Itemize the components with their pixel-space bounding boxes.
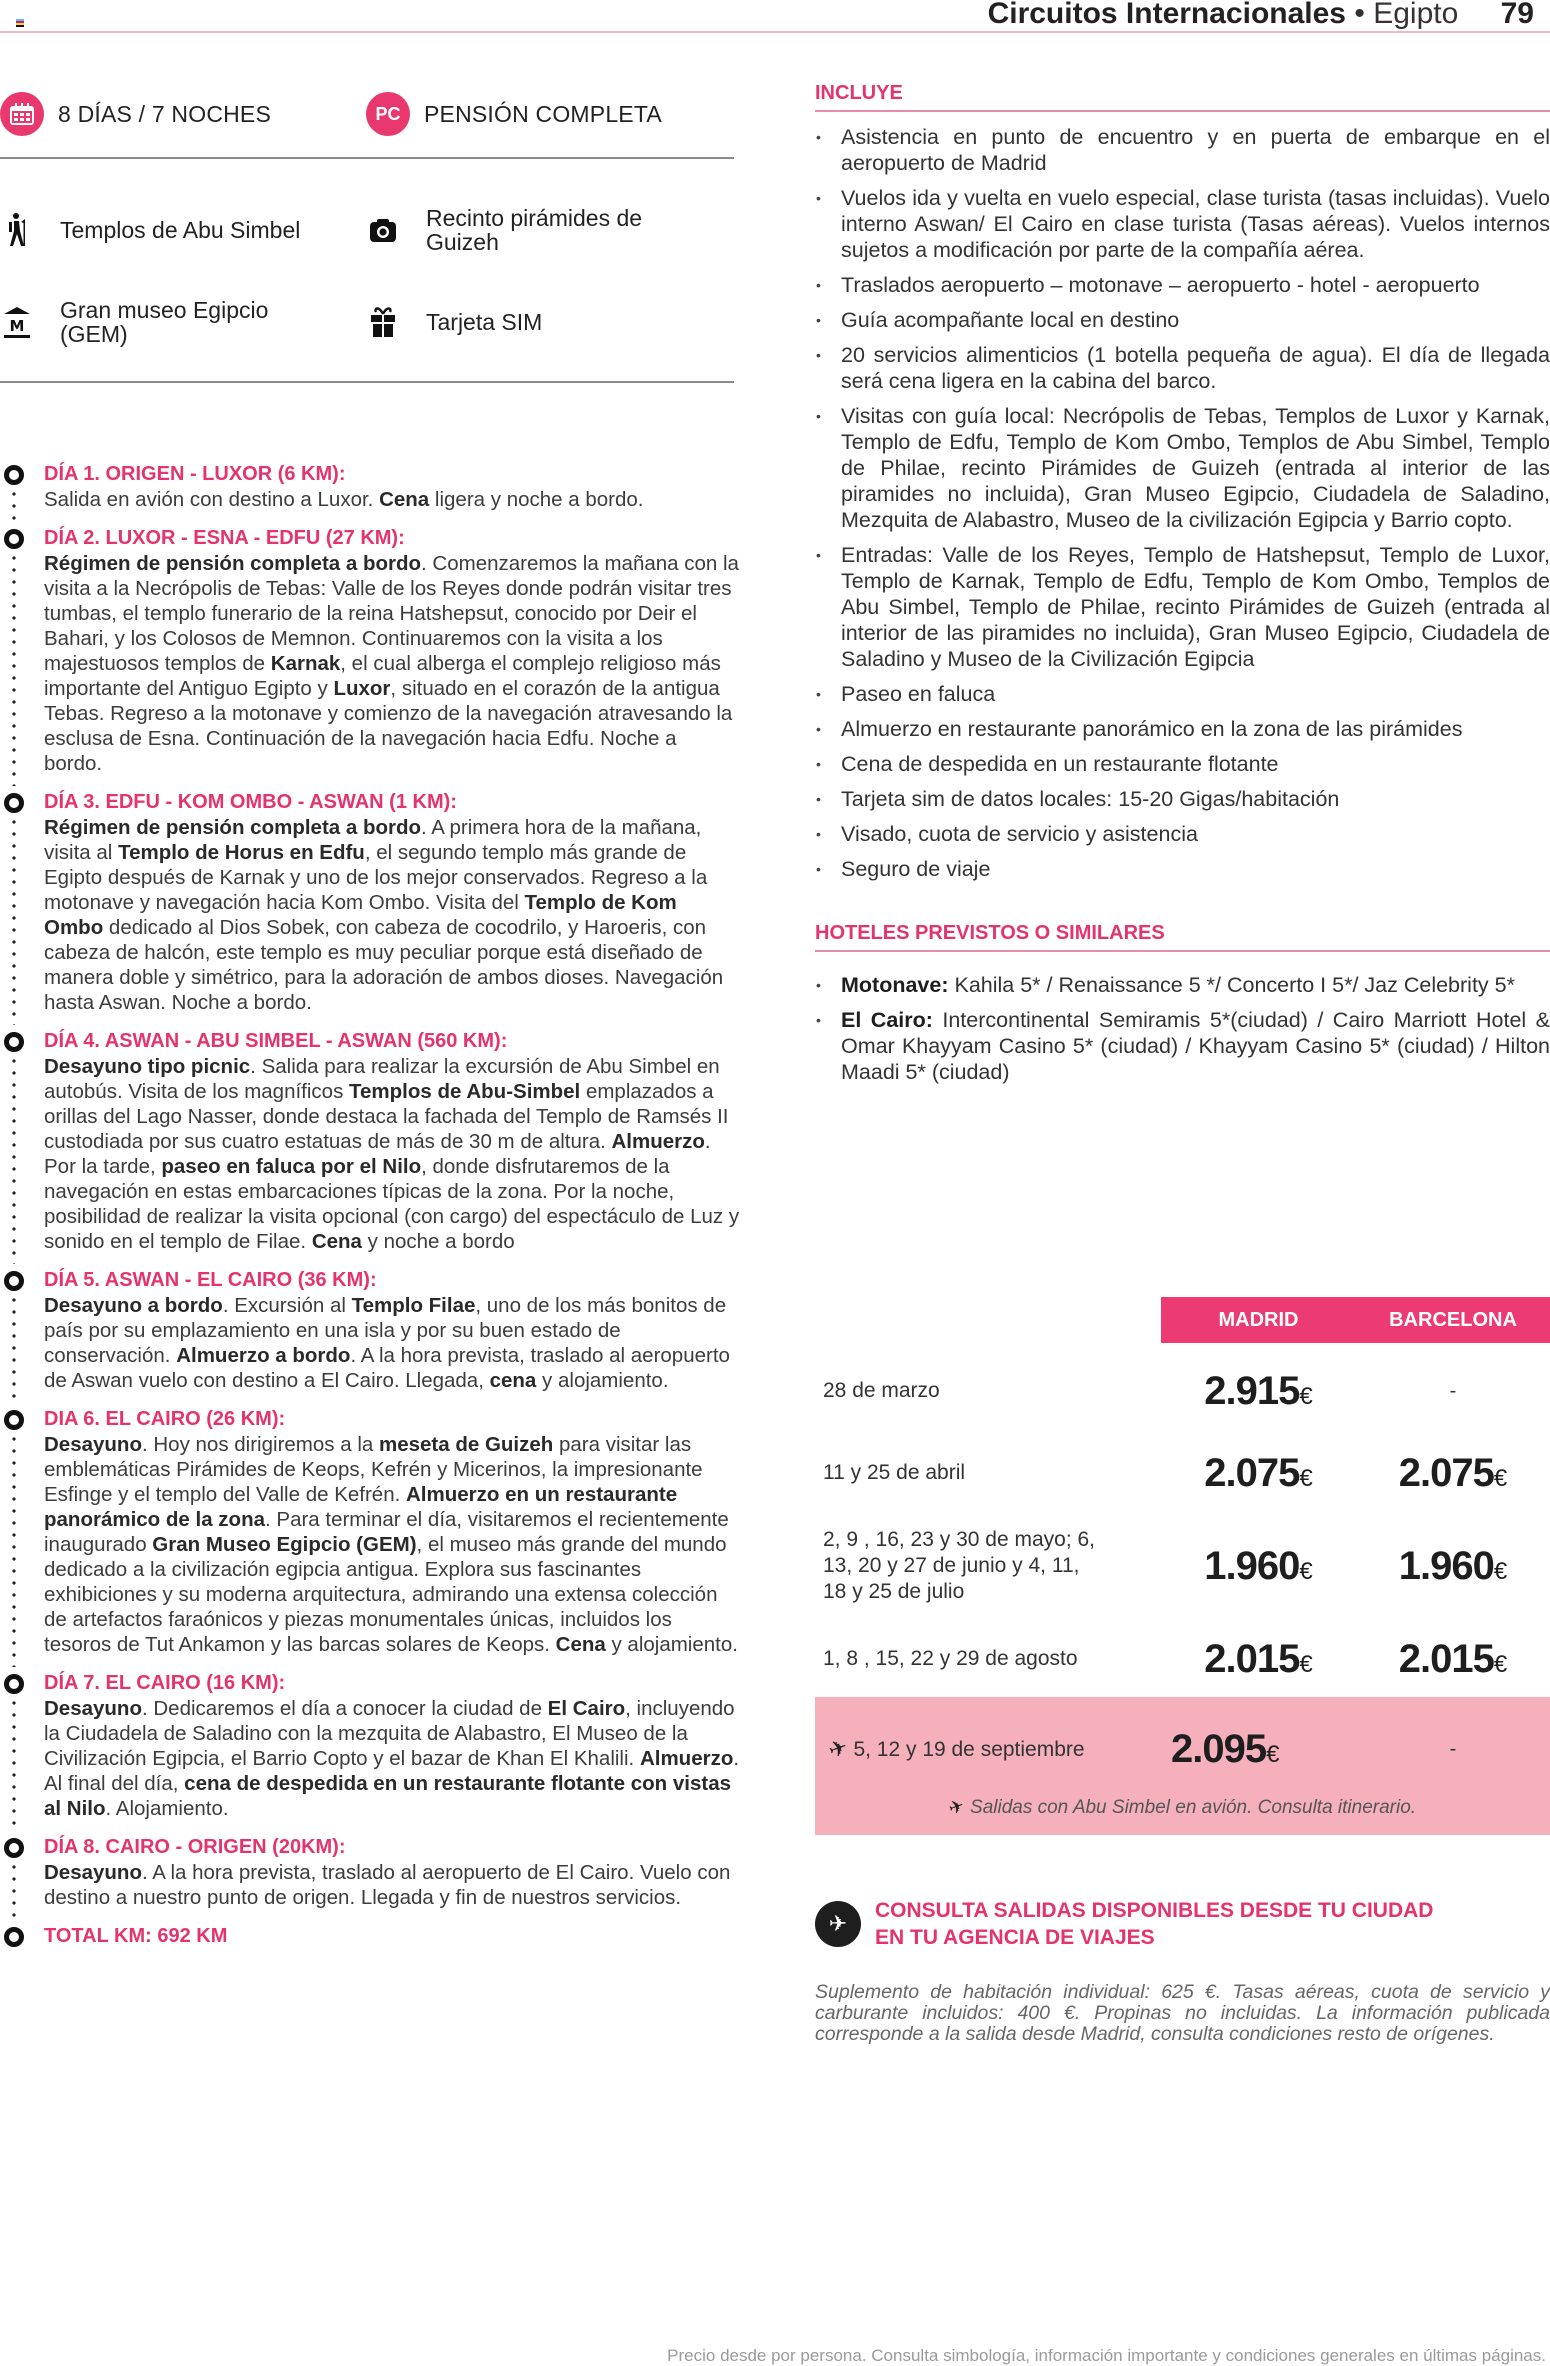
timeline-dots — [12, 552, 16, 786]
separator: • — [1354, 0, 1365, 30]
price-barcelona: 1.960€ — [1398, 1543, 1508, 1588]
price-barcelona: - — [1449, 1737, 1457, 1760]
header-title — [988, 0, 1534, 30]
day-title: DÍA 7. EL CAIRO (16 KM): — [44, 1672, 286, 1694]
timeline-dots — [12, 816, 16, 1025]
day-description: Régimen de pensión completa a bordo. A primera hora de la mañana, visita al Templo de Horus en Edfu, el segundo templo más grande de Egipto después de Karnak y uno de los mejor conservados. Regreso a la motonave y navegación hacia Kom Ombo. Visita del Templo de Kom Ombo dedicado al Dios Sobek, con cabeza de cocodrilo, y Haroeris, con cabeza de halcón, este templo es muy peculiar porque está diseñado de manera doble y simétrico, para la adoración de ambos dioses. Navegación hasta Aswan. Noche a bordo. — [44, 816, 724, 1014]
itinerary-total — [0, 1924, 740, 1949]
column-header-barcelona: BARCELONA — [1389, 1308, 1517, 1331]
feature-label: Templos de Abu Simbel — [60, 217, 301, 243]
departure-dates: 28 de marzo — [823, 1379, 940, 1402]
departure-dates: ✈ 5, 12 y 19 de septiembre — [825, 1733, 1085, 1763]
price-barcelona: - — [1449, 1379, 1457, 1402]
plane-icon: ✈ — [825, 1733, 851, 1763]
price-madrid: 1.960€ — [1204, 1543, 1313, 1588]
includes-item: • 20 servicios alimenticios (1 botella pequeña de agua). El día de llegada será cena ligera en la cabina del barco. — [815, 342, 1550, 394]
price-row — [815, 1443, 1550, 1503]
page-header — [0, 0, 1550, 33]
duration-label: 8 DÍAS / 7 NOCHES — [58, 101, 272, 127]
board-label: PENSIÓN COMPLETA — [424, 101, 662, 127]
consult-banner — [815, 1897, 1550, 1951]
timeline-dots — [12, 1697, 16, 1831]
day-description: Desayuno. Hoy nos dirigiremos a la meseta de Guizeh para visitar las emblemáticas Pirámides de Keops, Kefrén y Micerinos, la impresionante Esfinge y el templo del Valle de Kefrén. Almuerzo en un restaurante panorámico de la zona. Para terminar el día, visitaremos el recientemente inaugurado Gran Museo Egipcio (GEM), el museo más grande del mundo dedicado a la civilización egipcia antigua. Explora sus fascinantes exhibiciones y su moderna arquitectura, admirando una extensa colección de artefactos faraónicos y piezas monumentales únicas, incluidos los tesoros de Tut Ankamon y las barcas solares de Keops. Cena y alojamiento. — [44, 1433, 738, 1656]
timeline-dots — [12, 1861, 16, 1920]
timeline-dots — [12, 1294, 16, 1403]
feature-abu-simbel — [0, 215, 366, 245]
day-3 — [0, 790, 740, 1015]
includes-list — [815, 124, 1550, 882]
day-title: DÍA 3. EDFU - KOM OMBO - ASWAN (1 KM): — [44, 791, 457, 813]
price-row-highlighted — [815, 1721, 1550, 1777]
day-title: DIA 6. EL CAIRO (26 KM): — [44, 1408, 286, 1430]
hotel-item: • Motonave: Kahila 5* / Renaissance 5 */ Concerto I 5*/ Jaz Celebrity 5* — [815, 972, 1550, 998]
day-4 — [0, 1029, 740, 1254]
feature-guizeh — [366, 206, 732, 254]
includes-title: INCLUYE — [815, 80, 1550, 112]
includes-item: • Asistencia en punto de encuentro y en puerta de embarque en el aeropuerto de Madrid — [815, 124, 1550, 176]
supplement-note: Suplemento de habitación individual: 625 €. Tasas aéreas, cuota de servicio y carburante incluidos: 400 €. Propinas no incluidas. La información publicada corresponde a la salida desde Madrid, consulta condiciones resto de orígenes. — [815, 1981, 1550, 2045]
features-row-3 — [0, 292, 732, 352]
feature-label: Gran museo Egipcio (GEM) — [60, 297, 269, 347]
includes-item: • Visitas con guía local: Necrópolis de Tebas, Templos de Luxor y Karnak, Templo de Edfu, Templo de Kom Ombo, Templos de Abu Simbel, Templo de Philae, recinto Pirámides de Guizeh (entrada al interior de las piramides no incluida), Gran Museo Egipcio, Ciudadela de Saladino, Mezquita de Alabastro, Museo de la civilización Egipcia y Barrio copto. — [815, 403, 1550, 533]
feature-duration — [0, 92, 366, 136]
camera-icon — [370, 215, 396, 245]
timeline-marker-icon — [4, 529, 24, 549]
calendar-icon — [0, 92, 44, 136]
departure-dates: 11 y 25 de abril — [823, 1461, 966, 1484]
departure-dates: 1, 8 , 15, 22 y 29 de agosto — [823, 1647, 1078, 1670]
right-column — [815, 80, 1550, 1094]
itinerary — [0, 462, 740, 1949]
price-barcelona: 2.015€ — [1398, 1636, 1508, 1681]
museum-icon — [4, 307, 30, 337]
price-madrid: 2.075€ — [1204, 1450, 1313, 1495]
day-description: Desayuno. A la hora prevista, traslado al aeropuerto de El Cairo. Vuelo con destino a nuestro punto de origen. Llegada y fin de nuestros servicios. — [44, 1861, 731, 1909]
includes-item: • Cena de despedida en un restaurante flotante — [815, 751, 1550, 777]
timeline-marker-icon — [4, 465, 24, 485]
highlighted-departure-band — [815, 1697, 1550, 1835]
day-description: Desayuno. Dedicaremos el día a conocer la ciudad de El Cairo, incluyendo la Ciudadela de Saladino con la mezquita de Alabastro, El Museo de la Civilización Egipcia, el Barrio Copto y el bazar de Khan El Khalili. Almuerzo. Al final del día, cena de despedida en un restaurante flotante con vistas al Nilo. Alojamiento. — [44, 1697, 740, 1820]
includes-item: • Tarjeta sim de datos locales: 15-20 Gigas/habitación — [815, 786, 1550, 812]
feature-label: Recinto pirámides de Guizeh — [426, 205, 643, 255]
timeline-marker-icon — [4, 1271, 24, 1291]
feature-label: Tarjeta SIM — [426, 309, 543, 335]
timeline-dots — [12, 488, 16, 522]
day-5 — [0, 1268, 740, 1393]
footer-disclaimer: Precio desde por persona. Consulta simbología, información importante y condiciones generales en últimas páginas. — [667, 2346, 1546, 2365]
timeline-marker-icon — [4, 1674, 24, 1694]
trip-features — [0, 85, 734, 347]
total-km: TOTAL KM: 692 KM — [44, 1925, 228, 1947]
hotels-list — [815, 972, 1550, 1085]
price-madrid: 2.915€ — [1204, 1368, 1313, 1413]
day-description: Desayuno a bordo. Excursión al Templo Filae, uno de los más bonitos de país por su emplazamiento en una isla y por su buen estado de conservación. Almuerzo a bordo. A la hora prevista, traslado al aeropuerto de Aswan vuelo con destino a El Cairo. Llegada, cena y alojamiento. — [44, 1294, 730, 1392]
includes-item: • Visado, cuota de servicio y asistencia — [815, 821, 1550, 847]
feature-board — [366, 92, 732, 136]
timeline-dots — [12, 1055, 16, 1264]
feature-gem — [0, 298, 366, 346]
timeline-marker-icon — [4, 1032, 24, 1052]
price-madrid: 2.015€ — [1204, 1636, 1313, 1681]
day-7 — [0, 1671, 740, 1821]
svg-text:M: M — [9, 317, 25, 335]
gift-icon — [370, 307, 396, 337]
timeline-marker-icon — [4, 1838, 24, 1858]
timeline-marker-icon — [4, 1927, 24, 1947]
hiker-icon — [4, 215, 30, 245]
includes-item: • Traslados aeropuerto – motonave – aeropuerto - hotel - aeropuerto — [815, 272, 1550, 298]
price-row — [815, 1361, 1550, 1421]
day-description: Régimen de pensión completa a bordo. Comenzaremos la mañana con la visita a la Necrópolis de Tebas: Valle de los Reyes donde podrán visitar tres tumbas, el templo funerario de la reina Hatshepsut, conocido por Deir el Bahari, y los Colosos de Memnon. Continuaremos con la visita a los majestuosos templos de Karnak, el cual alberga el complejo religioso más importante del Antiguo Egipto y Luxor, situado en el corazón de la antigua Tebas. Regreso a la motonave y comienzo de la navegación atravesando la esclusa de Esna. Continuación de la navegación hacia Edfu. Noche a bordo. — [44, 552, 739, 775]
includes-item: • Seguro de viaje — [815, 856, 1550, 882]
departure-dates: 2, 9 , 16, 23 y 30 de mayo; 6, 13, 20 y 27 de junio y 4, 11, 18 y 25 de julio — [823, 1528, 1096, 1603]
day-6 — [0, 1407, 740, 1657]
includes-item: • Entradas: Valle de los Reyes, Templo de Hatshepsut, Templo de Luxor, Templo de Karnak, Templo de Edfu, Templo de Kom Ombo, Templos de Abu Simbel, Templo de Philae, recinto Pirámides de Guizeh (entrada al interior de las piramides no incluida), Gran Museo Egipcio, Ciudadela de Saladino y Museo de la Civilización Egipcia — [815, 542, 1550, 672]
price-row — [815, 1521, 1550, 1611]
day-title: DÍA 8. CAIRO - ORIGEN (20KM): — [44, 1836, 346, 1858]
day-title: DÍA 2. LUXOR - ESNA - EDFU (27 KM): — [44, 527, 405, 549]
price-barcelona: 2.075€ — [1398, 1450, 1508, 1495]
destination-name: Egipto — [1373, 0, 1459, 30]
includes-item: • Almuerzo en restaurante panorámico en la zona de las pirámides — [815, 716, 1550, 742]
features-row-main — [0, 85, 734, 143]
column-header-madrid: MADRID — [1218, 1308, 1299, 1331]
price-table-header — [1161, 1297, 1550, 1343]
consult-text: CONSULTA SALIDAS DISPONIBLES DESDE TU CIUDAD EN TU AGENCIA DE VIAJES — [875, 1899, 1434, 1949]
includes-item: • Guía acompañante local en destino — [815, 307, 1550, 333]
day-title: DÍA 4. ASWAN - ABU SIMBEL - ASWAN (560 KM): — [44, 1030, 508, 1052]
divider — [0, 381, 734, 383]
day-description: Desayuno tipo picnic. Salida para realizar la excursión de Abu Simbel en autobús. Visita de los magníficos Templos de Abu-Simbel emplazados a orillas del Lago Nasser, donde destaca la fachada del Templo de Ramsés II custodiada por sus cuatro estatuas de más de 30 m de altura. Almuerzo. Por la tarde, paseo en faluca por el Nilo, donde disfrutaremos de la navegación en estas embarcaciones típicas de la zona. Por la noche, posibilidad de realizar la visita opcional (con cargo) del espectáculo de Luz y sonido en el templo de Filae. Cena y noche a bordo — [44, 1055, 740, 1253]
plane-circle-icon: ✈ — [815, 1901, 861, 1947]
day-title: DÍA 5. ASWAN - EL CAIRO (36 KM): — [44, 1269, 377, 1291]
day-2 — [0, 526, 740, 776]
print-color-mark — [16, 19, 24, 27]
pc-badge-icon: PC — [366, 92, 410, 136]
price-madrid: 2.095€ — [1171, 1726, 1280, 1771]
price-row — [815, 1629, 1550, 1689]
day-8 — [0, 1835, 740, 1910]
plane-icon: ✈ — [945, 1795, 967, 1820]
timeline-dots — [12, 1433, 16, 1667]
flight-note: ✈ Salidas con Abu Simbel en avión. Consulta itinerario. — [945, 1795, 1417, 1820]
page-number: 79 — [1500, 0, 1534, 30]
day-title: DÍA 1. ORIGEN - LUXOR (6 KM): — [44, 463, 346, 485]
day-1 — [0, 462, 740, 512]
includes-item: • Paseo en faluca — [815, 681, 1550, 707]
divider — [0, 157, 734, 159]
day-description: Salida en avión con destino a Luxor. Cena ligera y noche a bordo. — [44, 488, 644, 511]
timeline-marker-icon — [4, 793, 24, 813]
features-row-2 — [0, 200, 732, 260]
timeline-marker-icon — [4, 1410, 24, 1430]
feature-sim — [366, 307, 732, 337]
hotel-item: • El Cairo: Intercontinental Semiramis 5*(ciudad) / Cairo Marriott Hotel & Omar Khayyam Casino 5* (ciudad) / Khayyam Casino 5* (ciudad) / Hilton Maadi 5* (ciudad) — [815, 1007, 1550, 1085]
hotels-title: HOTELES PREVISTOS O SIMILARES — [815, 920, 1550, 952]
includes-item: • Vuelos ida y vuelta en vuelo especial, clase turista (tasas incluidas). Vuelo interno Aswan/ El Cairo en clase turista (Tasas aéreas). Vuelos internos sujetos a modificación por parte de la compañía aérea. — [815, 185, 1550, 263]
section-name: Circuitos Internacionales — [987, 0, 1346, 30]
